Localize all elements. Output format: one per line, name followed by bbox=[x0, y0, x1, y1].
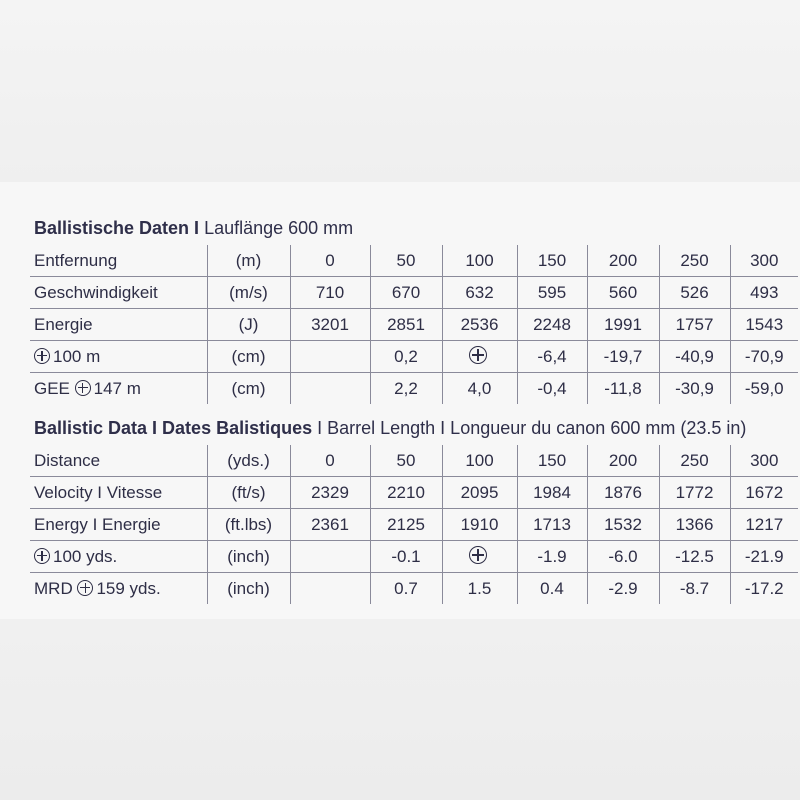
row-label-prefix: MRD bbox=[34, 578, 73, 598]
table-cell: 1.5 bbox=[442, 573, 517, 605]
table-cell: -1.9 bbox=[517, 541, 587, 573]
heading-rest: I Barrel Length I Longueur du canon 600 mm (23.5 in) bbox=[312, 418, 747, 438]
row-unit: (yds.) bbox=[207, 445, 290, 477]
row-label bbox=[30, 573, 207, 605]
table-cell: 200 bbox=[587, 445, 659, 477]
crosshair-circle-icon bbox=[34, 348, 50, 364]
table-cell bbox=[442, 341, 517, 373]
table-cell: -8.7 bbox=[659, 573, 730, 605]
table-row bbox=[30, 277, 798, 309]
table-cell: 1910 bbox=[442, 509, 517, 541]
crosshair-circle-icon bbox=[77, 580, 93, 596]
row-label bbox=[30, 373, 207, 405]
row-label: Energy I Energie bbox=[30, 509, 207, 541]
row-unit: (ft.lbs) bbox=[207, 509, 290, 541]
table-cell: 560 bbox=[587, 277, 659, 309]
table-cell: 0 bbox=[290, 245, 370, 277]
table-cell: 3201 bbox=[290, 309, 370, 341]
row-label-text: 159 yds. bbox=[96, 578, 161, 598]
table-cell: -2.9 bbox=[587, 573, 659, 605]
background-top bbox=[0, 0, 800, 182]
table-cell: 150 bbox=[517, 445, 587, 477]
row-label: Distance bbox=[34, 450, 101, 470]
row-unit: (cm) bbox=[207, 373, 290, 405]
table-cell: -30,9 bbox=[659, 373, 730, 405]
table-cell: -0,4 bbox=[517, 373, 587, 405]
table-cell: 4,0 bbox=[442, 373, 517, 405]
table-row bbox=[30, 509, 798, 541]
table-cell: 2851 bbox=[370, 309, 442, 341]
table-cell: -19,7 bbox=[587, 341, 659, 373]
table-cell: 1772 bbox=[659, 477, 730, 509]
table-cell: 100 bbox=[442, 445, 517, 477]
table-row bbox=[30, 245, 798, 277]
table-cell: 0.4 bbox=[517, 573, 587, 605]
table-cell: 250 bbox=[659, 245, 730, 277]
table-cell: 0 bbox=[290, 445, 370, 477]
table-cell: 2329 bbox=[290, 477, 370, 509]
table-cell: -17.2 bbox=[730, 573, 798, 605]
table-cell bbox=[290, 341, 370, 373]
crosshair-circle-icon bbox=[469, 546, 487, 564]
table-cell: 100 bbox=[442, 245, 517, 277]
table-cell: 2,2 bbox=[370, 373, 442, 405]
table-cell: 595 bbox=[517, 277, 587, 309]
background-bottom bbox=[0, 619, 800, 800]
table-cell: 50 bbox=[370, 445, 442, 477]
table-cell: -0.1 bbox=[370, 541, 442, 573]
row-unit: (J) bbox=[207, 309, 290, 341]
table-cell: -21.9 bbox=[730, 541, 798, 573]
table-cell: 2095 bbox=[442, 477, 517, 509]
row-label: Geschwindigkeit bbox=[30, 277, 207, 309]
row-unit: (inch) bbox=[207, 541, 290, 573]
table-row bbox=[30, 477, 798, 509]
ballistics-table-german bbox=[30, 245, 798, 404]
table-cell: 150 bbox=[517, 245, 587, 277]
row-label bbox=[30, 541, 207, 573]
table-cell: 250 bbox=[659, 445, 730, 477]
table-cell: 1543 bbox=[730, 309, 798, 341]
row-label: Energie bbox=[30, 309, 207, 341]
table-cell: 300 bbox=[730, 445, 798, 477]
table-cell: 526 bbox=[659, 277, 730, 309]
row-label-prefix: GEE bbox=[34, 378, 70, 398]
table-cell: 710 bbox=[290, 277, 370, 309]
table-cell: 300 bbox=[730, 245, 798, 277]
table-cell: 200 bbox=[587, 245, 659, 277]
table-cell bbox=[442, 541, 517, 573]
table-cell: -11,8 bbox=[587, 373, 659, 405]
table-cell: -59,0 bbox=[730, 373, 798, 405]
table-cell: 1672 bbox=[730, 477, 798, 509]
table-cell: -70,9 bbox=[730, 341, 798, 373]
table-cell: -6.0 bbox=[587, 541, 659, 573]
table-cell: -6,4 bbox=[517, 341, 587, 373]
row-unit: (ft/s) bbox=[207, 477, 290, 509]
table-row bbox=[30, 341, 798, 373]
table-cell: 1984 bbox=[517, 477, 587, 509]
table-cell: -12.5 bbox=[659, 541, 730, 573]
row-unit: (m/s) bbox=[207, 277, 290, 309]
row-label-text: 100 m bbox=[53, 346, 101, 366]
crosshair-circle-icon bbox=[34, 548, 50, 564]
table-cell: 2248 bbox=[517, 309, 587, 341]
row-label-text: 100 yds. bbox=[53, 546, 118, 566]
row-unit: (m) bbox=[207, 245, 290, 277]
section-heading-german bbox=[30, 213, 775, 245]
table-cell: 1713 bbox=[517, 509, 587, 541]
table-cell: 2125 bbox=[370, 509, 442, 541]
table-cell: 670 bbox=[370, 277, 442, 309]
crosshair-circle-icon bbox=[469, 346, 487, 364]
ballistic-data-german bbox=[30, 213, 784, 404]
table-cell bbox=[290, 373, 370, 405]
table-cell: 0.7 bbox=[370, 573, 442, 605]
table-cell: 1876 bbox=[587, 477, 659, 509]
table-cell: 1217 bbox=[730, 509, 798, 541]
table-cell: -40,9 bbox=[659, 341, 730, 373]
table-cell: 2536 bbox=[442, 309, 517, 341]
heading-rest: Lauflänge 600 mm bbox=[199, 218, 354, 238]
table-cell: 2210 bbox=[370, 477, 442, 509]
table-cell: 1757 bbox=[659, 309, 730, 341]
row-label: Entfernung bbox=[34, 250, 118, 270]
ballistic-data-english bbox=[30, 413, 784, 604]
table-row bbox=[30, 373, 798, 405]
table-row bbox=[30, 445, 798, 477]
section-heading-english bbox=[30, 413, 775, 445]
crosshair-circle-icon bbox=[75, 380, 91, 396]
row-unit: (cm) bbox=[207, 341, 290, 373]
table-row bbox=[30, 541, 798, 573]
heading-bold: Ballistic Data I Dates Balistiques bbox=[34, 418, 313, 438]
table-cell: 2361 bbox=[290, 509, 370, 541]
table-cell: 1366 bbox=[659, 509, 730, 541]
table-cell: 0,2 bbox=[370, 341, 442, 373]
table-cell: 1532 bbox=[587, 509, 659, 541]
row-unit: (inch) bbox=[207, 573, 290, 605]
table-cell: 50 bbox=[370, 245, 442, 277]
table-cell bbox=[290, 541, 370, 573]
row-label bbox=[30, 341, 207, 373]
row-label-text: 147 m bbox=[93, 378, 141, 398]
table-row bbox=[30, 573, 798, 605]
row-label: Velocity I Vitesse bbox=[30, 477, 207, 509]
table-cell: 1991 bbox=[587, 309, 659, 341]
table-row bbox=[30, 309, 798, 341]
table-cell: 632 bbox=[442, 277, 517, 309]
table-cell bbox=[290, 573, 370, 605]
table-cell: 493 bbox=[730, 277, 798, 309]
heading-bold: Ballistische Daten I bbox=[34, 218, 200, 238]
ballistics-table-english bbox=[30, 445, 798, 604]
